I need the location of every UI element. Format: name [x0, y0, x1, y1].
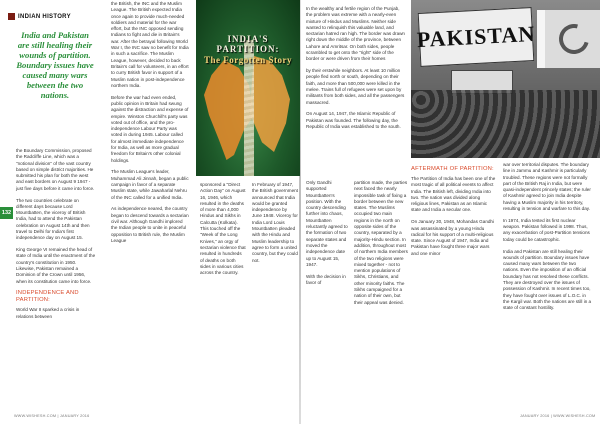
- paragraph: The Muslim League's leader, Muhammad Ali Jinnah, began a public campaign in favor of a separate Muslim state, while Jawaharlal Nehru of the INC called for a unified India.: [111, 169, 189, 200]
- hero-title: [196, 34, 300, 65]
- section-tag-bar: [8, 13, 15, 20]
- crowd: [411, 90, 600, 158]
- column-1: [16, 148, 96, 326]
- section-tag: [8, 12, 90, 21]
- hero-title-line1: INDIA'S PARTITION:: [216, 34, 280, 54]
- flag-icon: [537, 10, 600, 68]
- paragraph: The Partition of India has been one of the most tragic of all political events to affect India. The British left, dividing India into two. The nation was divided along religious lines, Pakistan as an Islamic state and India a secular one.: [411, 176, 496, 213]
- paragraph: war over territorial disputes. The boundary line in Jammu and Kashmir is particularly troubled. These regions were not formally part of the British Raj in India, but were quasi-independent princely states; the ruler of Kashmir agreed to join India despite having a Muslim majority in his territory, resulting in tension and warfare to this day.: [503, 162, 591, 212]
- archival-photo: [411, 0, 600, 158]
- column-7: [306, 6, 406, 136]
- footer-left: WWW.WISHESH.COM | JANUARY 2016: [14, 414, 90, 418]
- column-2: [111, 1, 189, 250]
- paragraph: In February of 1947, the British government announced that India would be granted independence by June 1948. Viceroy for India Lord Louis Mountbatten pleaded with the Hindu and Muslim leadership to agree to form a united country, but they could not.: [252, 182, 298, 263]
- paragraph: India and Pakistan are still healing their wounds of partition. Boundary issues have caused many wars between the two nations. Even the imposition of an official boundary has not resolved these conflicts. They are destroyed over the issues of possession of Kashmir. In recent times too, they have fought over issues of L.O.C. in the Kargil war. Both the nations are still in a state of constant hostility.: [503, 248, 592, 311]
- pakistan-sign: PAKISTAN: [418, 7, 535, 67]
- crescent-icon: [554, 19, 595, 60]
- paragraph: the Boundary Commission, proposed the Radcliffe Line, which was a "notional division" of the vast country based on simple district majorities. He submitted his plan for both the west and east borders on August 9 1947 - just five days before it came into force.: [16, 148, 95, 191]
- column-9: [503, 162, 593, 317]
- paragraph: World War II sparked a crisis in relations between: [16, 307, 80, 319]
- paragraph: partition made, the parties next faced the nearly impossible task of fixing a border between the new states. The Muslims occupied two main regions in the north on opposite sides of the country, separated by a majority-Hindu section. In addition, throughout most of northern India members of the two religions were mixed together - not to mention populations of Sikhs, Christians, and other minority faiths. The Sikhs campaigned for a nation of their own, but their appeal was denied.: [354, 180, 408, 305]
- paragraph: The two countries celebrate on different days because Lord Mountbatten, the viceroy of British India, had to attend the Pakistan celebration on August 14th and then travel to Delhi for India's first independence day on August 15.: [16, 197, 90, 241]
- paragraph: Before the war had even ended, public opinion in Britain had swung against the distraction and expense of empire. Winston Churchill's party was voted out of office, and the pro-independence Labour Party was voted in during 1945. Labour called for almost immediate independence for India, as well as more gradual freedom for Britain's other colonial holdings.: [111, 94, 189, 163]
- paragraph: Only Gandhi supported Mountbatten's position. With the country descending further into chaos, Mountbatten reluctantly agreed to the formation of two separate states and moved the independence date up to August 15, 1947.: [306, 180, 348, 267]
- column-8: [411, 162, 497, 263]
- paragraph: by their erstwhile neighbors. At least 10 million people fled north or south, depending on their faith, and more than 500,000 were killed in the melee. Trains full of refugees were set upon by militants from both sides, and all the passengers massacred.: [306, 68, 405, 105]
- hero-image: [196, 0, 300, 176]
- paragraph: King George VI remained the head of state of India until the enactment of the country's constitution in 1950. Likewise, Pakistan remained a Dominion of the Crown until 1956, when its constitution came into force.: [16, 247, 96, 284]
- pull-quote: India and Pakistan are still healing their wounds of partition. Boundary issues have caused many wars between the two nations.: [16, 30, 94, 100]
- paragraph: On August 14, 1947, the Islamic Republic of Pakistan was founded. The following day, the Republic of India was established to the south.: [306, 111, 401, 130]
- paragraph: With the decision in favor of: [306, 273, 346, 285]
- column-6: [354, 180, 408, 311]
- subheading-aftermath: AFTERMATH OF PARTITION:: [411, 166, 494, 172]
- column-4: [252, 182, 298, 269]
- page-number: 132: [0, 207, 13, 219]
- section-label: INDIAN HISTORY: [18, 13, 71, 20]
- paragraph: As independence neared, the country began to descend towards a sectarian civil war. Although Gandhi implored the Indian people to unite in peaceful opposition to British rule, the Muslim League: [111, 206, 189, 243]
- hero-title-line2: The Forgotten Story: [204, 55, 292, 65]
- map-shape-pakistan: [250, 56, 290, 152]
- paragraph: sponsored a "Direct Action Day" on August 16, 1946, which resulted in the deaths of more than 4,000 Hindus and Sikhs in Calcutta (Kolkata). This touched off the "Week of the Long Knives," an orgy of sectarian violence that resulted in hundreds of deaths on both sides in various cities across the country.: [200, 182, 246, 276]
- paragraph: In 1974, India tested its first nuclear weapon. Pakistan followed in 1998. Thus, any exacerbation of post-Partition tensions today could be catastrophic.: [503, 217, 590, 242]
- paragraph: In the wealthy and fertile region of the Punjab, the problem was extreme with a nearly-even mixture of Hindus and Muslims. Neither side wanted to relinquish this valuable land, and sectarian hatred ran high. The border was drawn right down the middle of the province, between Lahore and Amritsar. On both sides, people scrambled to get onto the "right" side of the border or were driven from their homes: [306, 6, 405, 62]
- footer-right: JANUARY 2016 | WWW.WISHESH.COM: [520, 414, 596, 418]
- column-5: [306, 180, 350, 292]
- column-3: [200, 182, 246, 282]
- paragraph: On January 30, 1948, Mohandas Gandhi was assassinated by a young Hindu radical for his support of a multi-religious state. Since August of 1947, India and Pakistan have fought three major wars and one minor: [411, 219, 494, 256]
- subheading-independence: INDEPENDENCE AND PARTITION:: [16, 290, 79, 304]
- paragraph: the British, the INC and the Muslim League. The British expected India once again to provide much-needed soldiers and material for the war effort, but the INC opposed sending Indians to fight and die in Britain's war. After the betrayal following World War I, the INC saw no benefit for India in such a sacrifice. The Muslim League, however, decided to back Britain's call for volunteers, in an effort to curry British favor in support of a Muslim nation in post-independence northern India.: [111, 1, 189, 88]
